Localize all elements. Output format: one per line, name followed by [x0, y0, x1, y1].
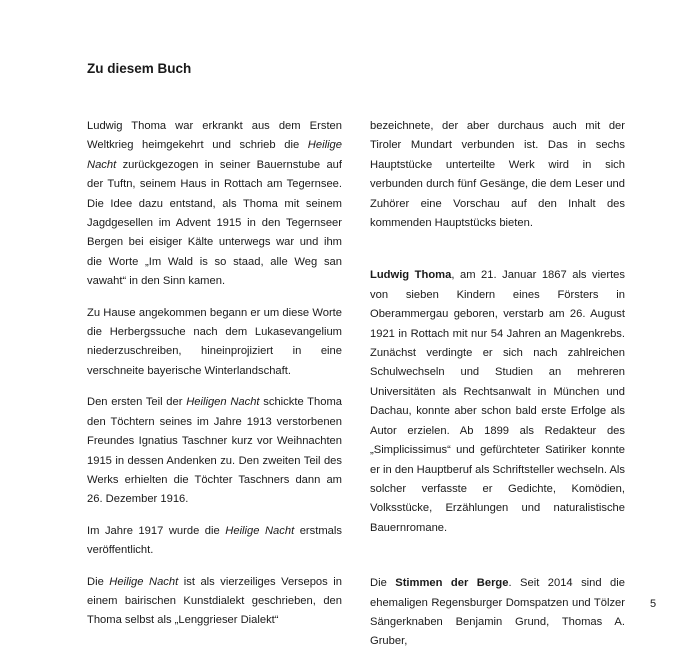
text-segment: Die — [87, 575, 110, 588]
text-segment: Den ersten Teil der — [87, 396, 187, 409]
text-segment: zurückgezogen in seiner Bauernstube auf der Tuftn, seinem Haus in Rottach am Tegernsee. Die Idee dazu entstand, als Thoma mit seinem Jagdgesellen im Advent 1915 in den Tegernseer Bergen bei eisiger Kälte unterwegs war und ihm die Worte „Im Wald is so staad, alle Weg san vawaht“ in den Sinn kamen. — [87, 158, 342, 288]
paragraph-continuation: bezeichnete, der aber durchaus auch mit der Tiroler Mundart verbunden ist. Das in sechs Hauptstücke unterteilte Werk wird in sich verbunden durch fünf Gesänge, die dem Leser und Zuhörer eine Vorschau auf den Inhalt des kommenden Hauptstücks bieten. — [370, 120, 625, 230]
paragraph-writing: Zu Hause angekommen begann er um diese Worte die Herbergssuche nach dem Lukasevangelium niederzuschreiben, hineinprojiziert in eine verschneite bayerische Winterlandschaft. — [87, 306, 342, 377]
paragraph-dedication — [87, 393, 342, 509]
text-segment: ist als vierzeiliges Versepos in einem bairischen Kunstdialekt geschrieben, den Thoma selbst als „Lenggrieser Dialekt“ — [87, 575, 342, 627]
work-title: Heiligen Nacht — [186, 396, 260, 409]
text-segment: Im Jahre 1917 wurde die — [87, 524, 226, 537]
ensemble-name: Stimmen der Berge — [395, 577, 509, 590]
text-segment: Ludwig Thoma war erkrankt aus dem Ersten Weltkrieg heimgekehrt und schrieb die — [87, 120, 342, 152]
right-column — [370, 117, 625, 664]
page-number: 5 — [650, 598, 657, 610]
text-segment: erstmals veröffentlicht. — [87, 524, 342, 557]
work-title: Heilige Nacht — [87, 139, 342, 171]
left-column — [87, 117, 342, 643]
work-title: Heilige Nacht — [225, 524, 295, 537]
paragraph-dialect — [87, 573, 342, 631]
paragraph-origin — [87, 117, 342, 292]
paragraph-publication — [87, 522, 342, 561]
text-segment: . Seit 2014 sind die ehemaligen Regensburger Domspatzen und Tölzer Sängerknaben Benjamin Grund, Thomas A. Gruber, — [370, 577, 625, 648]
author-name: Ludwig Thoma — [370, 269, 452, 282]
paragraph-performers — [370, 574, 625, 652]
text-segment: , am 21. Januar 1867 als viertes von sieben Kindern eines Försters in Oberammergau geboren, verstarb am 26. August 1921 in Rottach mit nur 54 Jahren an Magenkrebs. Zunächst verdingte er sich nach zahlreichen Schulwechseln und Studien an mehreren Universitäten als Rechtsanwalt in München und Dachau, konnte aber schon bald erste Erfolge als Autor erzielen. Ab 1899 als Redakteur des „Simplicissimus“ und gefürchteter Satiriker konnte er in den Hauptberuf als Schriftsteller wechseln. Als solcher verfasste er Gedichte, Komödien, Volksstücke, Erzählungen und naturalistische Bauernromane. — [370, 269, 625, 534]
section-heading: Zu diesem Buch — [87, 61, 192, 76]
text-segment: Die — [370, 577, 396, 590]
paragraph-biography — [370, 266, 625, 538]
work-title: Heilige Nacht — [109, 575, 179, 588]
text-segment: schickte Thoma den Töchtern seines im Jahre 1913 verstorbenen Freundes Ignatius Taschner kurz vor Weihnachten 1915 in dessen Andenken zu. Den zweiten Teil des Werks erhielten die Töchter Taschners dann am 26. Dezember 1916. — [87, 396, 342, 506]
